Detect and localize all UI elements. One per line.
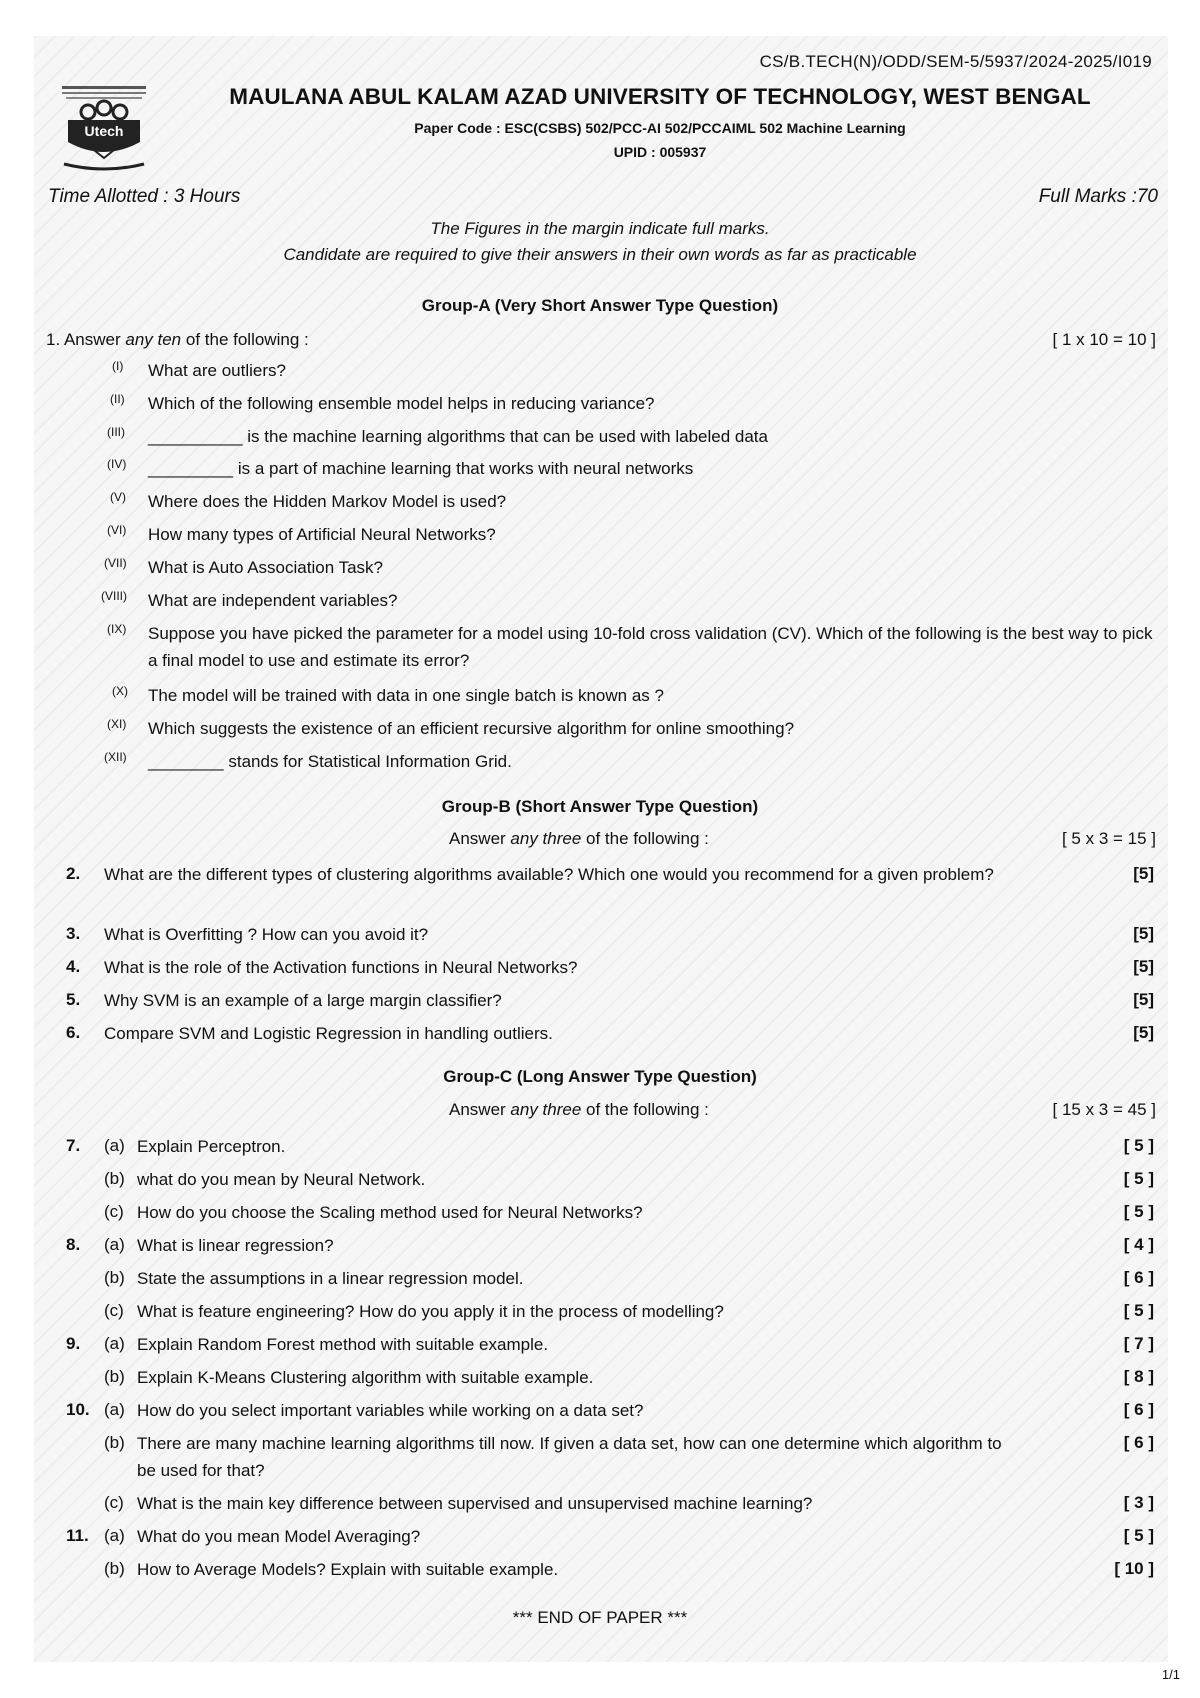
group-a-item: What are outliers? <box>148 361 286 380</box>
paper-reference: CS/B.TECH(N)/ODD/SEM-5/5937/2024-2025/I019 <box>759 52 1152 71</box>
group-a-item-num: (IV) <box>107 457 127 471</box>
part-text: How to Average Models? Explain with suitable example. <box>137 1560 559 1579</box>
part-marks: [ 7 ] <box>1123 1334 1154 1353</box>
question-number: 5. <box>66 990 81 1009</box>
question-number: 11. <box>66 1526 89 1545</box>
time-allotted: Time Allotted : 3 Hours <box>48 186 241 207</box>
part-text: What do you mean Model Averaging? <box>137 1527 421 1546</box>
question-marks: [5] <box>1133 957 1154 976</box>
question-text: What is Overfitting ? How can you avoid it? <box>104 925 429 944</box>
group-a-item: What are independent variables? <box>148 591 398 610</box>
part-marks: [ 4 ] <box>1123 1235 1154 1254</box>
group-a-item-num: (XII) <box>104 750 127 764</box>
group-a-item: ________ stands for Statistical Information Grid. <box>148 752 512 771</box>
group-a-instruction-text: 1. Answer any ten of the following : <box>46 330 309 349</box>
question-marks: [5] <box>1133 864 1154 883</box>
instruction-note-2: Candidate are required to give their answers in their own words as far as practicable <box>283 245 917 264</box>
group-a-item-num: (III) <box>107 425 125 439</box>
upid: UPID : 005937 <box>613 144 707 160</box>
question-number: 3. <box>66 924 81 943</box>
part-text: what do you mean by Neural Network. <box>137 1170 426 1189</box>
university-logo <box>56 84 152 180</box>
question-number: 9. <box>66 1334 81 1353</box>
part-letter: (b) <box>104 1559 125 1578</box>
group-a-item: Which suggests the existence of an efficient recursive algorithm for online smoothing? <box>148 719 795 738</box>
group-a-item-num: (VII) <box>104 556 127 570</box>
part-letter: (b) <box>104 1367 125 1386</box>
group-a-item-num: (X) <box>112 684 128 698</box>
question-marks: [5] <box>1133 990 1154 1009</box>
part-marks: [ 3 ] <box>1123 1493 1154 1512</box>
part-letter: (a) <box>104 1235 125 1254</box>
part-letter: (b) <box>104 1268 125 1287</box>
part-marks: [ 5 ] <box>1123 1202 1154 1221</box>
group-a-item-num: (II) <box>110 392 125 406</box>
question-number: 6. <box>66 1023 81 1042</box>
question-text: What is the role of the Activation functions in Neural Networks? <box>104 958 578 977</box>
part-text: How do you choose the Scaling method used for Neural Networks? <box>137 1203 643 1222</box>
part-text: Explain Random Forest method with suitable example. <box>137 1335 549 1354</box>
group-c-instruction: Answer any three of the following : <box>449 1100 709 1119</box>
part-text: Explain Perceptron. <box>137 1137 286 1156</box>
group-a-item: What is Auto Association Task? <box>148 558 383 577</box>
group-c-marks: [ 15 x 3 = 45 ] <box>1052 1100 1156 1119</box>
paper-code: Paper Code : ESC(CSBS) 502/PCC-AI 502/PCCAIML 502 Machine Learning <box>414 120 906 136</box>
question-text: Why SVM is an example of a large margin classifier? <box>104 991 502 1010</box>
part-letter: (c) <box>104 1493 124 1512</box>
part-text: What is linear regression? <box>137 1236 334 1255</box>
group-a-item-num: (V) <box>110 490 126 504</box>
question-number: 4. <box>66 957 81 976</box>
group-b-heading: Group-B (Short Answer Type Question) <box>441 797 759 816</box>
part-text: Explain K-Means Clustering algorithm with suitable example. <box>137 1368 594 1387</box>
part-marks: [ 10 ] <box>1114 1559 1154 1578</box>
part-letter: (c) <box>104 1202 124 1221</box>
group-b-marks: [ 5 x 3 = 15 ] <box>1061 829 1156 848</box>
part-text: What is feature engineering? How do you apply it in the process of modelling? <box>137 1302 724 1321</box>
part-marks: [ 8 ] <box>1123 1367 1154 1386</box>
question-text: Compare SVM and Logistic Regression in handling outliers. <box>104 1024 553 1043</box>
group-a-item: Where does the Hidden Markov Model is used? <box>148 492 507 511</box>
part-letter: (a) <box>104 1334 125 1353</box>
question-number: 2. <box>66 864 81 883</box>
part-text: What is the main key difference between supervised and unsupervised machine learning? <box>137 1494 813 1513</box>
group-a-item-num: (IX) <box>107 622 127 636</box>
part-text: There are many machine learning algorithms till now. If given a data set, how can one determine which algorithm to be used for that? <box>137 1434 1002 1480</box>
part-letter: (b) <box>104 1169 125 1188</box>
group-a-item: Suppose you have picked the parameter for a model using 10-fold cross validation (CV). Which of the following is the best way to pick a final model to use and estimate its error? <box>148 624 1153 670</box>
question-marks: [5] <box>1133 924 1154 943</box>
group-b-instruction: Answer any three of the following : <box>449 829 709 848</box>
group-a-heading: Group-A (Very Short Answer Type Question) <box>421 296 779 315</box>
part-marks: [ 6 ] <box>1123 1400 1154 1419</box>
group-a-item-num: (VIII) <box>101 589 127 603</box>
svg-text:Utech: Utech <box>84 123 124 139</box>
group-a-item: __________ is the machine learning algorithms that can be used with labeled data <box>148 427 768 446</box>
part-marks: [ 5 ] <box>1123 1301 1154 1320</box>
part-letter: (c) <box>104 1301 124 1320</box>
group-a-item: The model will be trained with data in one single batch is known as ? <box>148 686 664 705</box>
question-number: 10. <box>66 1400 90 1419</box>
part-marks: [ 5 ] <box>1123 1169 1154 1188</box>
group-a-instruction <box>46 330 309 350</box>
instruction-note-1: The Figures in the margin indicate full marks. <box>430 219 770 238</box>
question-marks: [5] <box>1133 1023 1154 1042</box>
full-marks: Full Marks :70 <box>1038 186 1158 207</box>
question-number: 7. <box>66 1136 81 1155</box>
group-a-item: _________ is a part of machine learning that works with neural networks <box>148 459 694 478</box>
group-a-item: Which of the following ensemble model helps in reducing variance? <box>148 394 655 413</box>
end-of-paper: *** END OF PAPER *** <box>512 1608 688 1627</box>
group-a-item-num: (XI) <box>107 717 127 731</box>
part-text: How do you select important variables while working on a data set? <box>137 1401 644 1420</box>
part-marks: [ 6 ] <box>1123 1433 1154 1452</box>
part-text: State the assumptions in a linear regression model. <box>137 1269 524 1288</box>
group-a-item: How many types of Artificial Neural Networks? <box>148 525 496 544</box>
question-number: 8. <box>66 1235 81 1254</box>
university-name: MAULANA ABUL KALAM AZAD UNIVERSITY OF TECHNOLOGY, WEST BENGAL <box>229 84 1091 109</box>
group-a-marks: [ 1 x 10 = 10 ] <box>1052 330 1156 349</box>
part-marks: [ 5 ] <box>1123 1136 1154 1155</box>
part-letter: (a) <box>104 1400 125 1419</box>
question-text: What are the different types of clustering algorithms available? Which one would you recommend for a given problem? <box>104 865 994 884</box>
part-marks: [ 5 ] <box>1123 1526 1154 1545</box>
part-letter: (b) <box>104 1433 125 1452</box>
group-a-item-num: (I) <box>112 359 124 373</box>
part-letter: (a) <box>104 1136 125 1155</box>
page-number: 1/1 <box>1161 1667 1180 1682</box>
part-marks: [ 6 ] <box>1123 1268 1154 1287</box>
group-a-item-num: (VI) <box>107 523 127 537</box>
part-letter: (a) <box>104 1526 125 1545</box>
group-c-heading: Group-C (Long Answer Type Question) <box>443 1067 757 1086</box>
